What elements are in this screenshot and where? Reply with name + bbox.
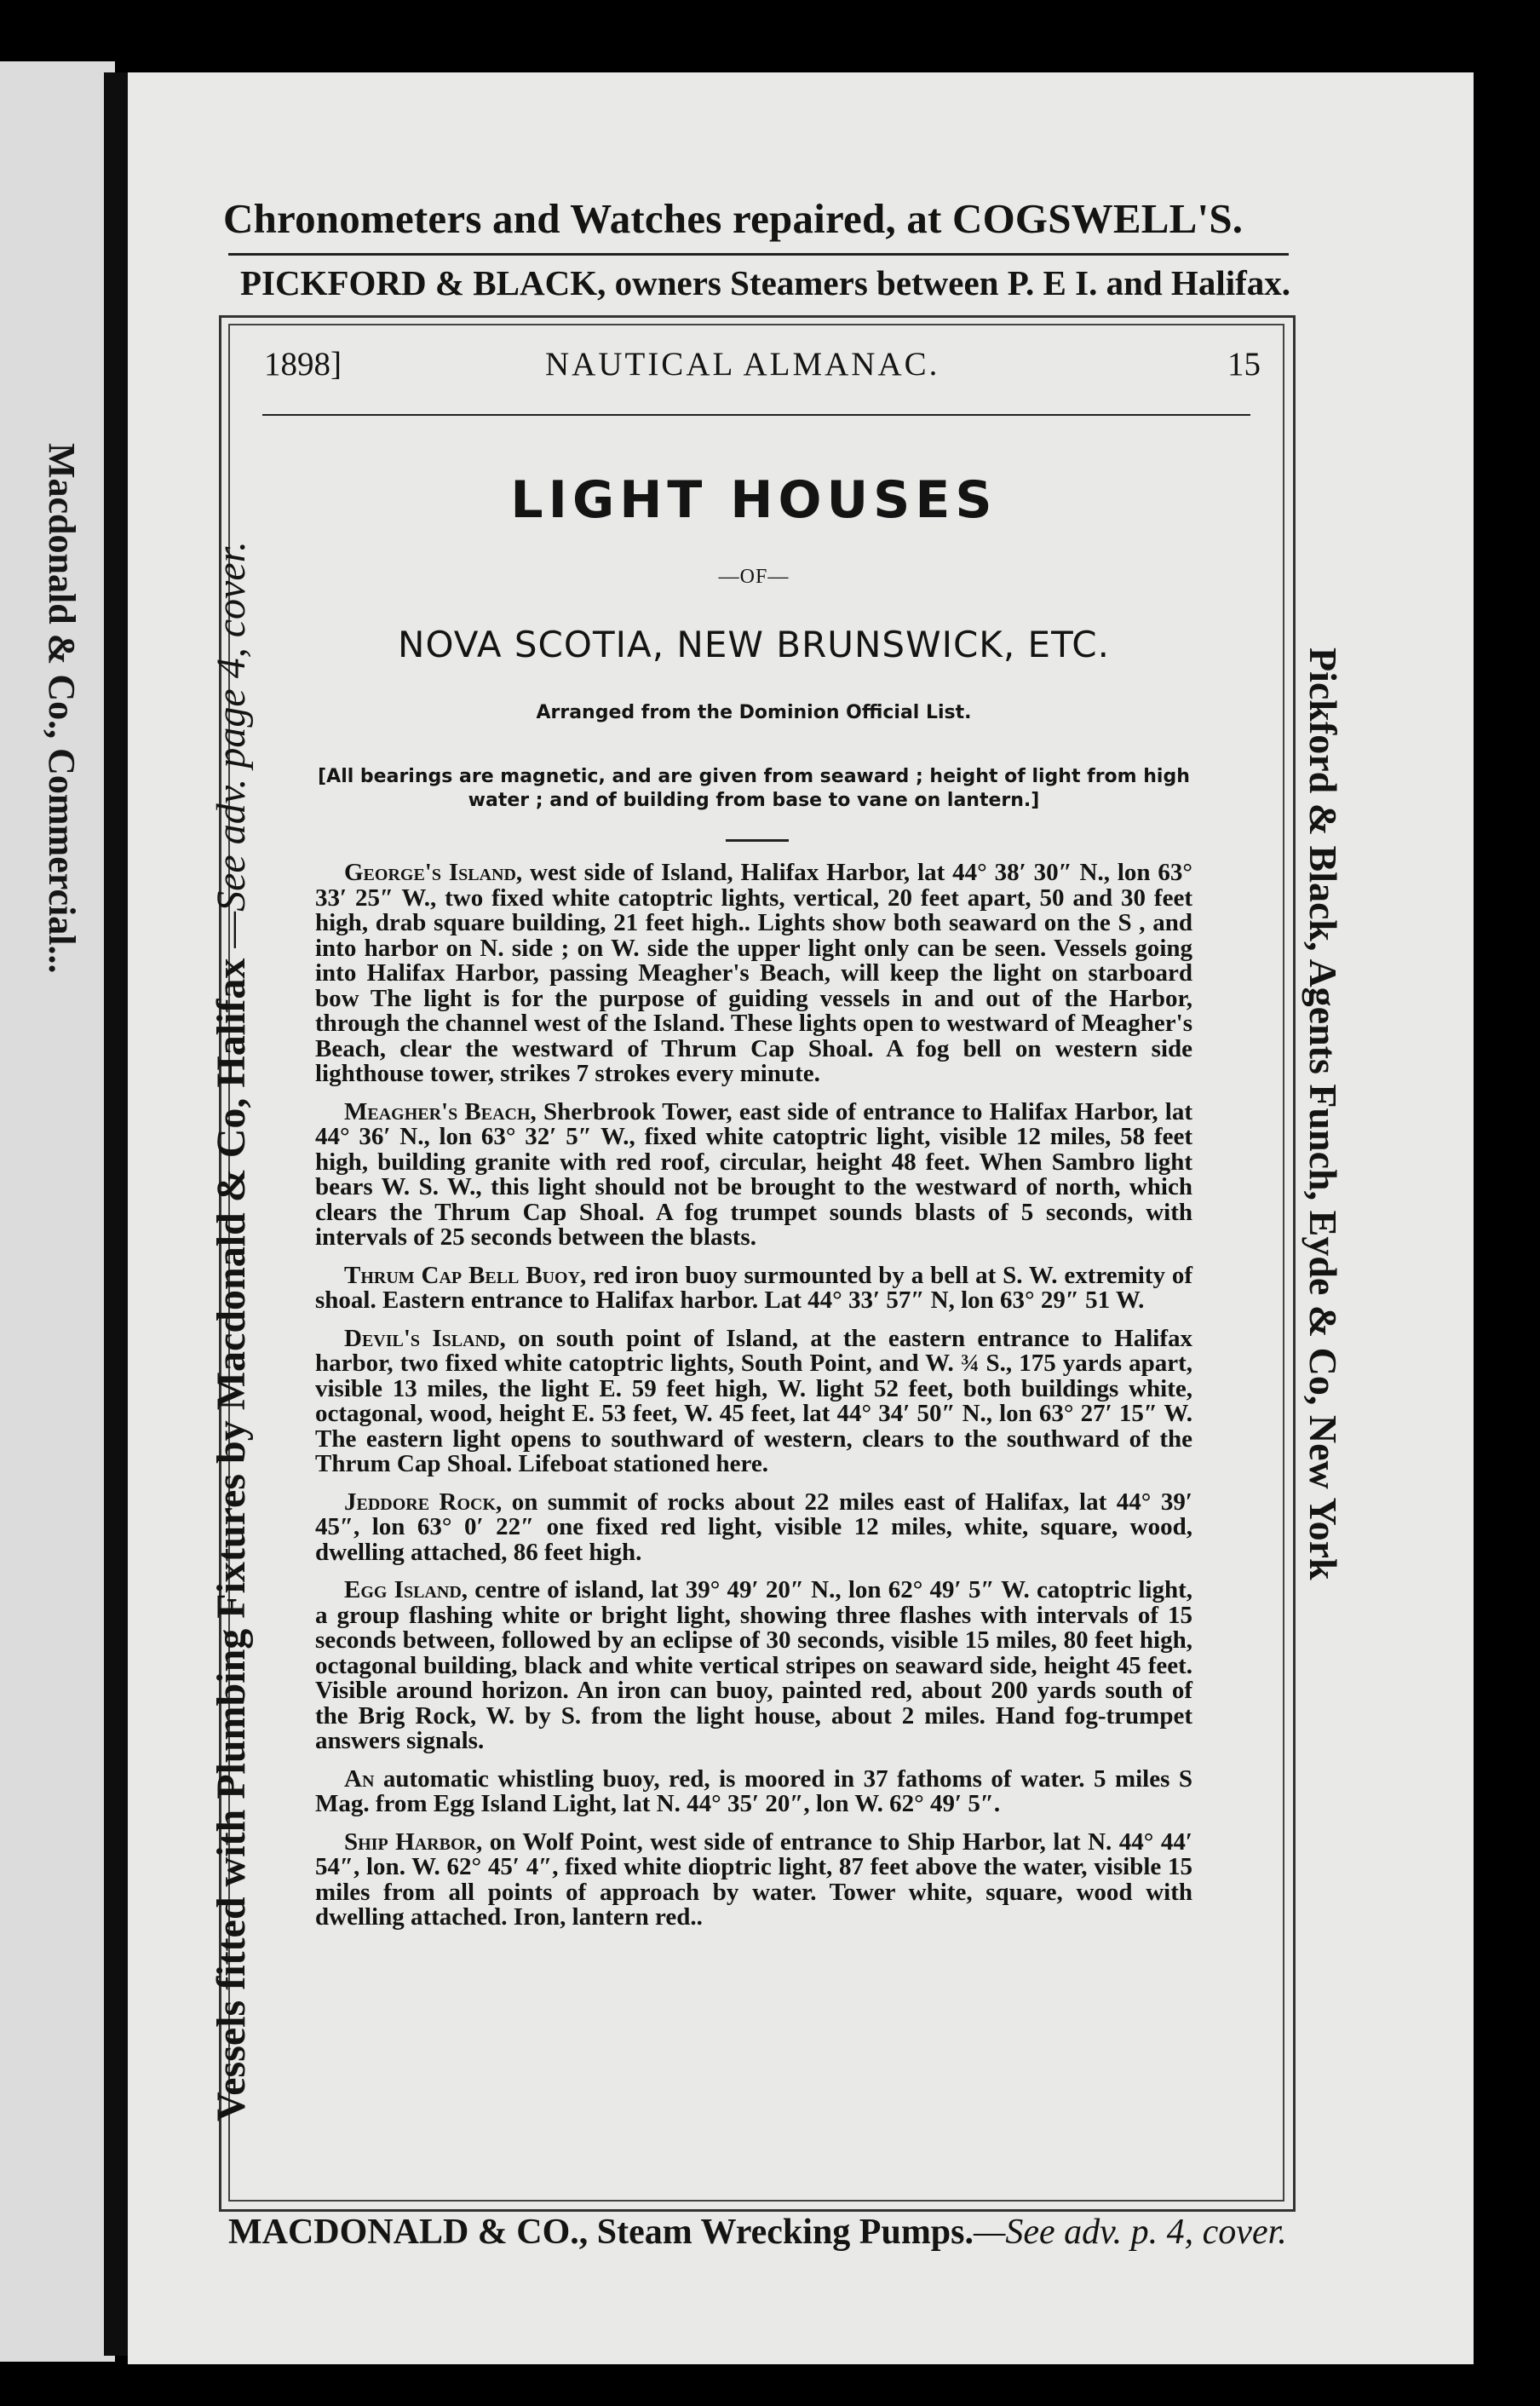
- lighthouse-entry: [315, 1830, 1192, 1931]
- running-head-rule: [262, 414, 1250, 416]
- left-margin-advert: [208, 541, 255, 2121]
- entry-name: George's Island,: [344, 859, 523, 886]
- entry-text: on summit of rocks about 22 miles east of Halifax, lat 44° 39′ 45″, lon 63° 0′ 22″ one fixed red light, visible 12 miles, white, square, wood, dwelling attached, 86 feet high.: [315, 1488, 1192, 1566]
- book-gutter: [104, 72, 129, 2356]
- source-line: Arranged from the Dominion Official List.: [536, 702, 972, 723]
- entry-name: Egg Island,: [344, 1576, 468, 1603]
- of-line: —OF—: [718, 566, 790, 588]
- running-head-year: 1898]: [264, 346, 342, 383]
- lighthouse-entry: [315, 1578, 1192, 1754]
- entry-text: west side of Island, Halifax Harbor, lat 44° 38′ 30″ N., lon 63° 33′ 25″ W., two fixed white catoptric lights, vertical, 20 feet apart, 50 and 30 feet high, drab square building, 21 feet high.. Lights show both seaward on the S , and into harbor on N. side ; on W. side the upper light only can be seen. Vessels going into Halifax Harbor, passing Meagher's Beach, will keep the light on starboard bow The light is for the purpose of guiding vessels in and out of the Harbor, through the channel west of the Island. These lights open to westward of Meagher's Beach, clear the westward of Thrum Cap Shoal. A fog bell on western side lighthouse tower, strikes 7 strokes every minute.: [315, 859, 1192, 1087]
- left-margin-advert-italic: —See adv. page 4, cover.: [209, 540, 254, 948]
- facing-page-edge: [0, 61, 115, 2362]
- running-head: [264, 345, 1261, 396]
- bottom-advert-italic: —See adv. p. 4, cover.: [974, 2213, 1287, 2252]
- entry-name: An: [344, 1764, 375, 1793]
- lighthouse-entry: [315, 1263, 1192, 1314]
- entry-name: Devil's Island,: [344, 1324, 506, 1352]
- entry-name: Jeddore Rock,: [344, 1488, 503, 1516]
- entry-text: centre of island, lat 39° 49′ 20″ N., lon 62° 49′ 5″ W. catoptric light, a group flashing white or bright light, showing three flashes with intervals of 15 seconds between, followed by an eclipse of 30 seconds, visible 15 miles, 80 feet high, octagonal building, black and white vertical stripes on seaward side, height 45 feet. Visible around horizon. An iron can buoy, painted red, about 200 yards south of the Brig Rock, W. by S. from the light house, about 2 miles. Hand fog-trumpet answers signals.: [315, 1576, 1192, 1754]
- top-advert-line-2: PICKFORD & BLACK, owners Steamers between P. E I. and Halifax.: [240, 263, 1291, 302]
- entry-name: Thrum Cap Bell Buoy,: [344, 1261, 587, 1289]
- right-margin-advert: Pickford & Black, Agents Funch, Eyde & Co, New York: [1302, 648, 1345, 1580]
- entry-name: Meagher's Beach,: [344, 1097, 537, 1125]
- top-advert-rule: [228, 253, 1289, 256]
- entry-text: automatic whistling buoy, red, is moored in 37 fathoms of water. 5 miles S Mag. from Egg Island Light, lat N. 44° 35′ 20″, lon W. 62° 49′ 5″.: [315, 1764, 1192, 1817]
- lighthouse-entry: [315, 1764, 1192, 1817]
- lighthouse-entry: [315, 861, 1192, 1087]
- top-advert-line-1: Chronometers and Watches repaired, at COGSWELL'S.: [223, 195, 1244, 242]
- entry-text: red iron buoy surmounted by a bell at S. W. extremity of shoal. Eastern entrance to Halifax harbor. Lat 44° 33′ 57″ N, lon 63° 29″ 51 W.: [315, 1261, 1192, 1314]
- entry-text: on Wolf Point, west side of entrance to Ship Harbor, lat N. 44° 44′ 54″, lon. W. 62° 45′ 4″, fixed white dioptric light, 87 feet above the water, visible 15 miles from all points of approach by water. Tower white, square, wood with dwelling attached. Iron, lantern red..: [315, 1828, 1193, 1931]
- page-subtitle: NOVA SCOTIA, NEW BRUNSWICK, ETC.: [398, 624, 1110, 665]
- bottom-advert-main: MACDONALD & CO., Steam Wrecking Pumps.: [228, 2213, 974, 2252]
- running-head-title: NAUTICAL ALMANAC.: [545, 346, 940, 383]
- section-rule: [726, 839, 789, 842]
- page-title: LIGHT HOUSES: [510, 470, 997, 530]
- lighthouse-entry: [315, 1490, 1192, 1566]
- facing-page-vertical-text: Macdonald & Co., Commercial...: [41, 443, 83, 974]
- bearings-note: [All bearings are magnetic, and are given from seaward ; height of light from high water ; and of building from base to vane on lantern.]: [318, 766, 1190, 811]
- entry-text: Sherbrook Tower, east side of entrance to Halifax Harbor, lat 44° 36′ N., lon 63° 32′ 5″ W., fixed white catoptric light, visible 12 miles, 58 feet high, building granite with red roof, circular, height 48 feet. When Sambro light bears W. S. W., this light should not be brought to the westward of north, which clears the Thrum Cap Shoal. A fog trumpet sounds blasts of 5 seconds, with intervals of 25 seconds between the blasts.: [315, 1097, 1193, 1251]
- lighthouse-entry: [315, 1097, 1193, 1251]
- lighthouse-entry: [315, 1324, 1193, 1477]
- left-margin-advert-main: Vessels fitted with Plumbing Fixtures by Macdonald & Co, Halifax: [209, 958, 254, 2121]
- entry-name: Ship Harbor,: [344, 1828, 483, 1856]
- bottom-advert: [228, 2212, 1302, 2253]
- lighthouse-entries: [315, 861, 1192, 1943]
- entry-text: on south point of Island, at the eastern entrance to Halifax harbor, two fixed white catoptric lights, South Point, and W. ¾ S., 175 yards apart, visible 13 miles, the light E. 59 feet high, W. light 52 feet, both buildings white, octagonal, wood, height E. 53 feet, W. 45 feet, lat 44° 34′ 50″ N., lon 63° 27′ 15″ W. The eastern light opens to southward of western, clears to the southward of the Thrum Cap Shoal. Lifeboat stationed here.: [315, 1324, 1193, 1477]
- page-number: 15: [1227, 346, 1261, 383]
